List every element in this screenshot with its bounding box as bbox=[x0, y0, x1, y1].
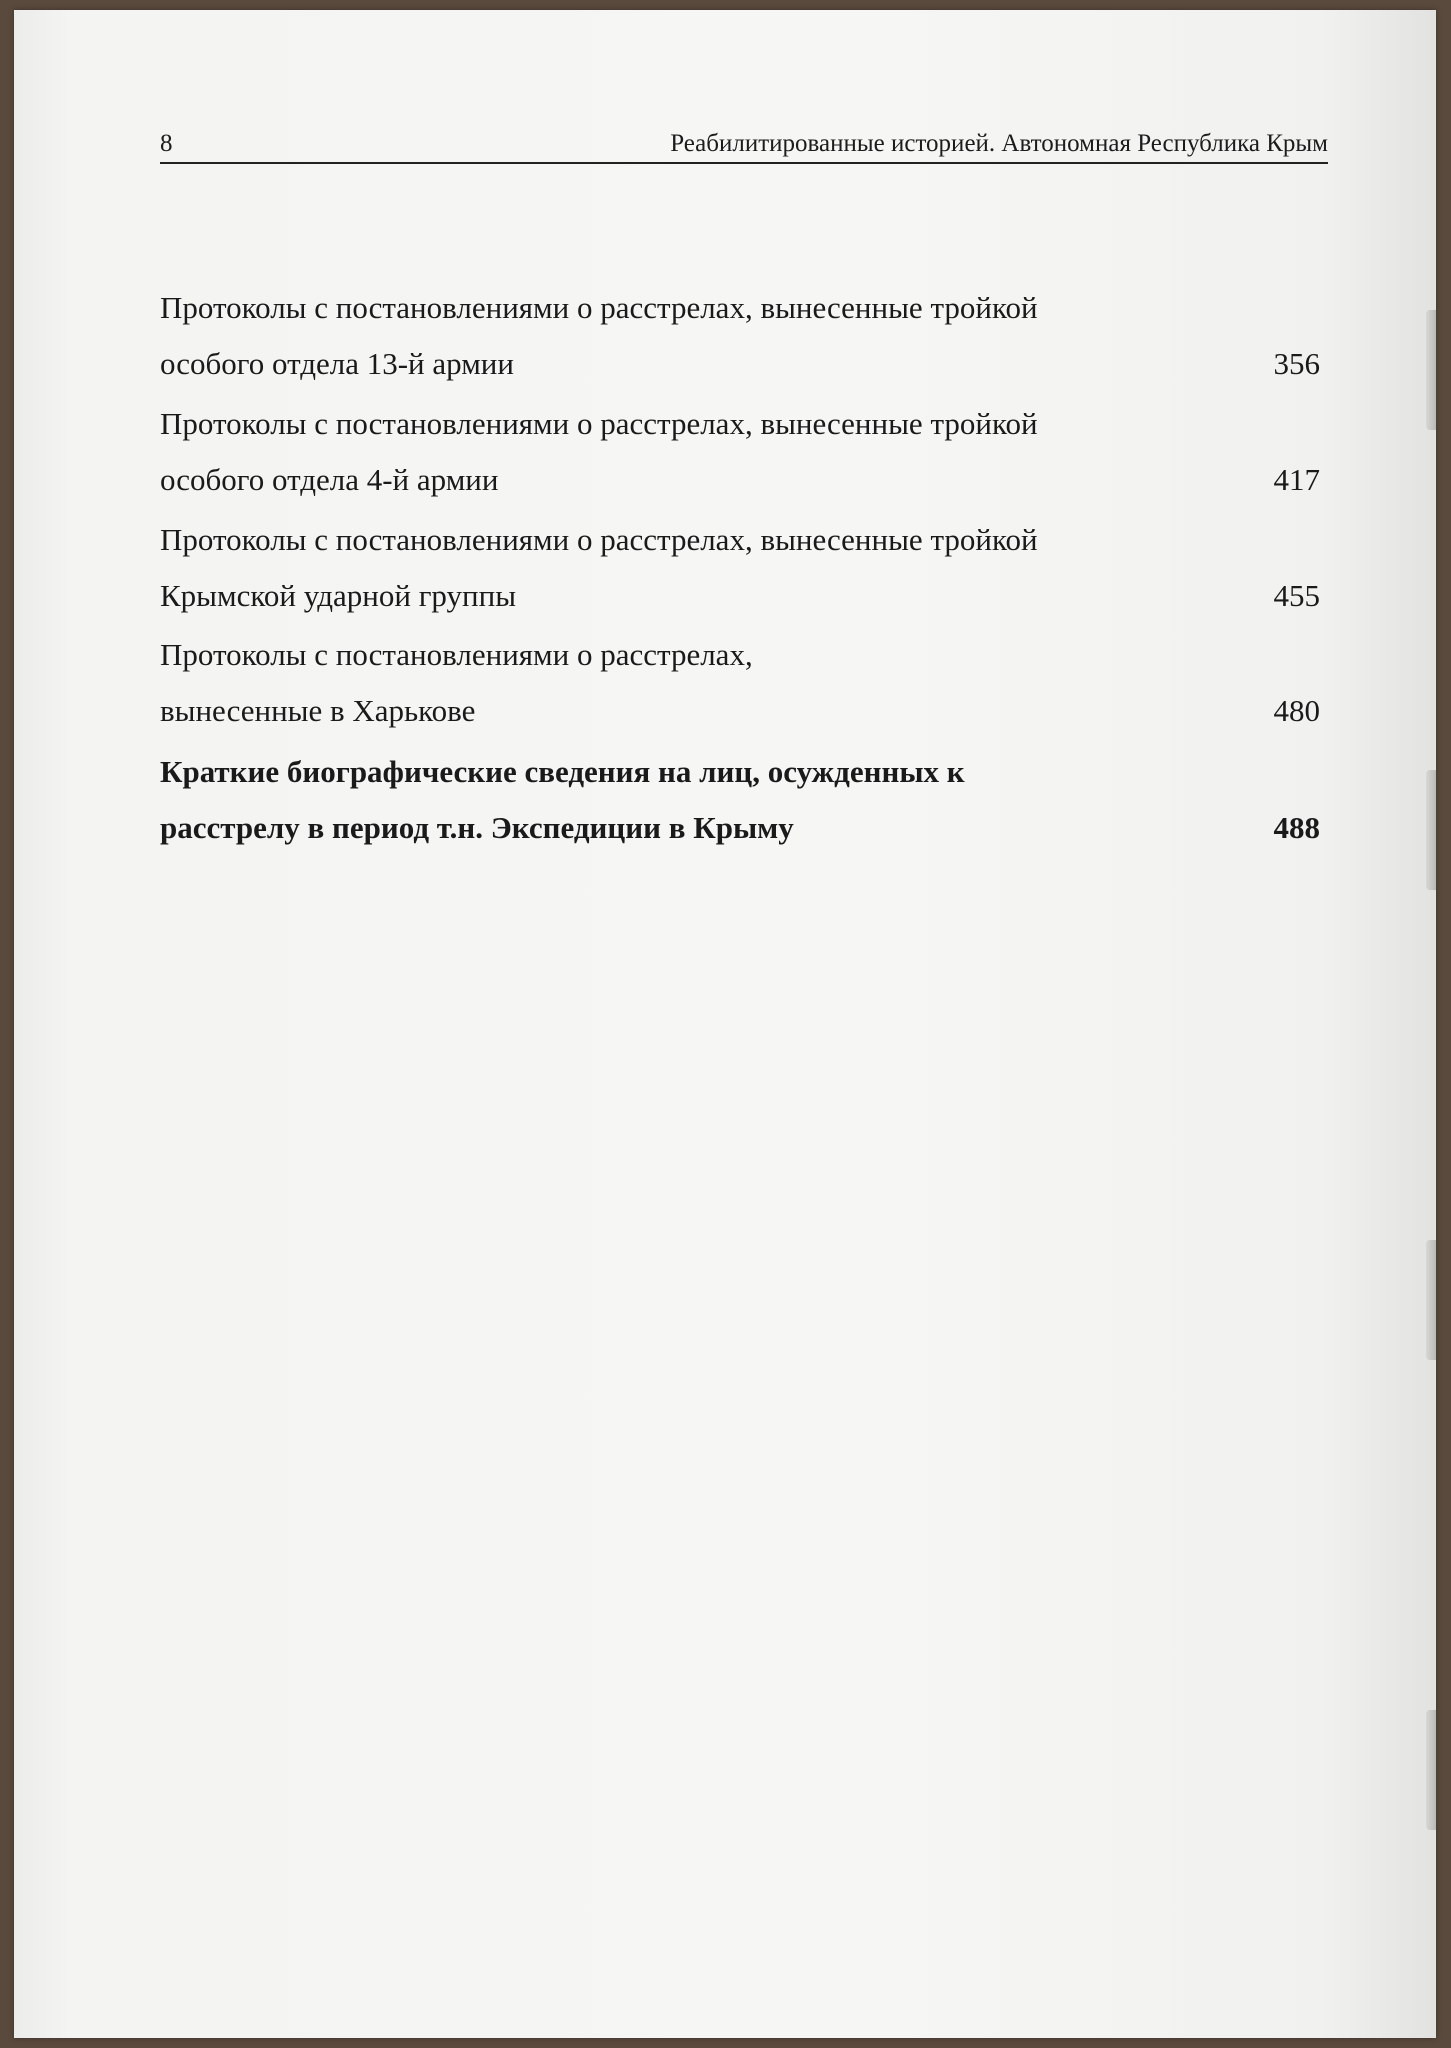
page-number: 8 bbox=[160, 130, 173, 157]
toc-entry-title: Краткие биографические сведения на лиц, осужденных к расстрелу в период т.н. Экспедиции в Крыму bbox=[160, 754, 965, 845]
toc-entry-page: 488 bbox=[1273, 810, 1320, 845]
running-title: Реабилитированные историей. Автономная Республика Крым bbox=[670, 130, 1328, 157]
toc-entry-page: 455 bbox=[1273, 578, 1320, 613]
book-page bbox=[14, 10, 1436, 2038]
binding-stitch bbox=[1426, 310, 1436, 430]
toc-entry-title: Протоколы с постановлениями о расстрелах, вынесенные тройкой особого отдела 4-й армии bbox=[160, 406, 1038, 497]
toc-entry bbox=[160, 396, 1320, 508]
toc-entry-title: Протоколы с постановлениями о расстрелах, вынесенные тройкой особого отдела 13-й армии bbox=[160, 290, 1038, 381]
toc-entry-page: 356 bbox=[1273, 346, 1320, 381]
binding-stitch bbox=[1426, 770, 1436, 890]
toc-entry bbox=[160, 512, 1320, 624]
toc-entry-title: Протоколы с постановлениями о расстрелах, вынесенные тройкой Крымской ударной группы bbox=[160, 522, 1038, 613]
toc-entry-title: Протоколы с постановлениями о расстрелах, вынесенные в Харькове bbox=[160, 637, 753, 728]
toc-entry bbox=[160, 280, 1320, 392]
binding-stitch bbox=[1426, 1710, 1436, 1830]
running-header bbox=[160, 128, 1328, 164]
toc-entry bbox=[160, 627, 1320, 739]
toc-entry-page: 417 bbox=[1273, 462, 1320, 497]
toc-entry-highlighted bbox=[160, 744, 1320, 856]
binding-stitch bbox=[1426, 1240, 1436, 1360]
toc-entry-page: 480 bbox=[1273, 693, 1320, 728]
